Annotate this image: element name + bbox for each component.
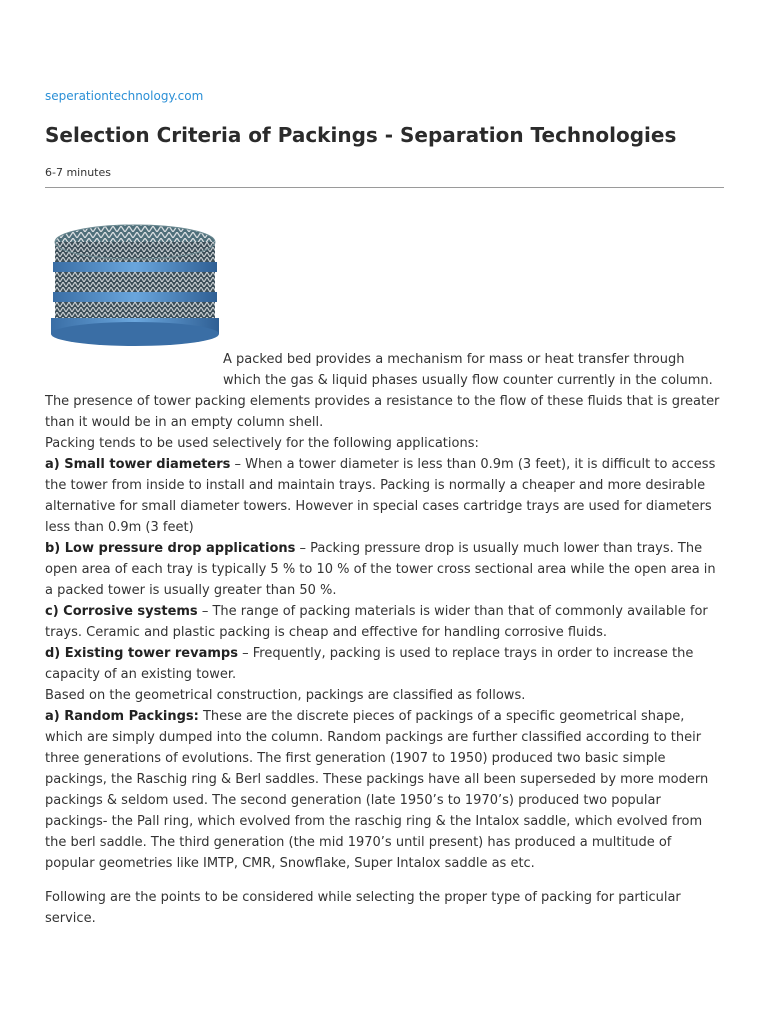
application-label: c) Corrosive systems — [45, 604, 198, 619]
application-text: – Frequently, packing is used to replace trays in order to increase the capacity of an existing tower. — [45, 646, 694, 682]
classification-intro: Based on the geometrical construction, packings are classified as follows. — [45, 688, 526, 703]
random-packings-label: a) Random Packings: — [45, 709, 199, 724]
application-text: – Packing pressure drop is usually much lower than trays. The open area of each tray is typically 5 % to 10 % of the tower cross sectional area while the open area in a packed tower is usually greater than 50 %. — [45, 541, 716, 598]
closing-paragraph: Following are the points to be considered while selecting the proper type of packing for particular service. — [45, 890, 681, 926]
application-label: a) Small tower diameters — [45, 457, 231, 472]
divider — [45, 187, 724, 188]
article-body — [45, 202, 725, 929]
application-item — [45, 454, 725, 538]
application-text: – The range of packing materials is wider than that of commonly available for trays. Ceramic and plastic packing is cheap and effective for handling corrosive fluids. — [45, 604, 708, 640]
application-label: b) Low pressure drop applications — [45, 541, 296, 556]
applications-intro: Packing tends to be used selectively for the following applications: — [45, 436, 479, 451]
source-link[interactable]: seperationtechnology.com — [45, 89, 204, 103]
intro-text: A packed bed provides a mechanism for mass or heat transfer through which the gas & liquid phases usually flow counter currently in the column. The presence of tower packing elements provides a resistance to the flow of these fluids that is greater than it would be in an empty column shell. — [45, 352, 720, 430]
application-label: d) Existing tower revamps — [45, 646, 238, 661]
application-item — [45, 643, 725, 685]
packing-image — [45, 202, 223, 379]
random-packings-paragraph — [45, 706, 725, 874]
random-packings-text: These are the discrete pieces of packings of a specific geometrical shape, which are simply dumped into the column. Random packings are further classified according to their three generations of evolutions. The first generation (1907 to 1950) produced two basic simple packings, the Raschig ring & Berl saddles. These packings have all been superseded by more modern packings & seldom used. The second generation (late 1950’s to 1970’s) produced two popular packings- the Pall ring, which evolved from the raschig ring & the Intalox saddle, which evolved from the berl saddle. The third generation (the mid 1970’s until present) has produced a multitude of popular geometries like IMTP, CMR, Snowflake, Super Intalox saddle as etc. — [45, 709, 709, 871]
application-item — [45, 601, 725, 643]
reader-page — [45, 88, 725, 929]
application-text: – When a tower diameter is less than 0.9m (3 feet), it is difficult to access the tower from inside to install and maintain trays. Packing is normally a cheaper and more desirable alternative for small diameter towers. However in special cases cartridge trays are used for diameters less than 0.9m (3 feet) — [45, 457, 716, 535]
reading-time: 6-7 minutes — [45, 166, 111, 179]
page-title: Selection Criteria of Packings - Separation Technologies — [45, 123, 677, 147]
application-item — [45, 538, 725, 601]
